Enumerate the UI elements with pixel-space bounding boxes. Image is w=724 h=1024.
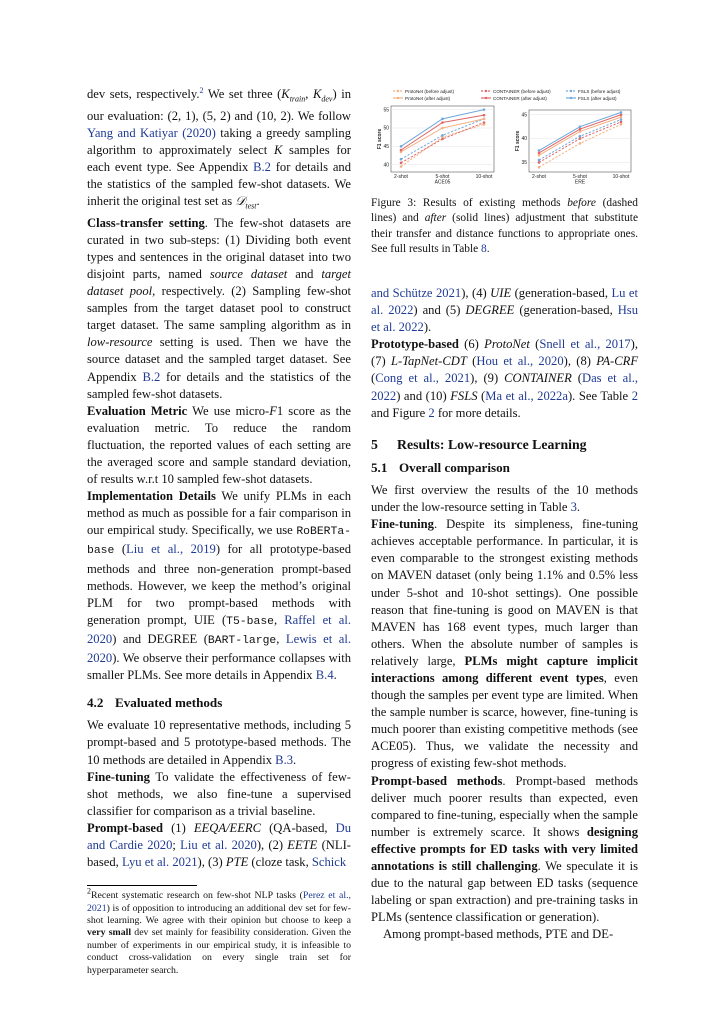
text: (generation-based, <box>511 286 612 300</box>
series-line <box>539 115 621 153</box>
x-tick-label: 5-shot <box>435 174 450 180</box>
text: before <box>567 197 596 209</box>
text: ) and (10) <box>396 388 451 403</box>
table-link[interactable]: 2 <box>631 388 638 403</box>
citation-link[interactable]: and Schütze 2021 <box>371 286 462 300</box>
math: K <box>273 142 283 157</box>
text: (6) <box>458 337 485 352</box>
text: setting is used. Then we have the source dataset and the sampled target dataset. See Appendix <box>87 335 351 384</box>
text: ), (3) <box>197 855 226 870</box>
text: ), (4) <box>461 286 491 300</box>
paragraph-heading: Implementation Details <box>87 489 216 504</box>
data-point <box>620 116 623 119</box>
paragraph-heading: Fine-tuning <box>371 517 434 532</box>
text: (cloze task, <box>248 855 312 870</box>
appendix-link[interactable]: B.2 <box>253 159 271 174</box>
code-text: BART-large <box>207 634 277 647</box>
data-point <box>579 137 582 140</box>
text: ), (8) <box>563 354 597 369</box>
citation-link[interactable]: Schick <box>311 855 347 870</box>
text: We unify PLMs in each method as much as possible for a fair comparison in our empirical study. Specifically, we use <box>87 489 351 538</box>
math: F <box>269 403 277 418</box>
data-point <box>579 130 582 133</box>
data-point <box>620 121 623 124</box>
x-tick-label: 5-shot <box>573 174 587 180</box>
text: for details and the statistics of the sampled few-shot datasets. <box>87 369 351 401</box>
footnote-rule <box>87 885 197 886</box>
text: . <box>333 668 337 683</box>
text: samples for each event type. See Appendix <box>87 142 352 174</box>
appendix-link[interactable]: B.4 <box>315 668 334 683</box>
paragraph-implementation <box>87 488 351 684</box>
data-point <box>400 149 403 152</box>
paragraph-prompt-continued <box>371 285 638 336</box>
text: ) and (5) <box>413 303 466 318</box>
text: for more details. <box>434 405 521 420</box>
text: dev sets, respectively. <box>87 87 200 101</box>
text: low-resource <box>87 335 153 350</box>
text: . We speculate it is due to the natural gap between ED tasks (sequence labeling or span extraction) and pre-training tasks in PLMs (sentence classification or generation). <box>371 859 638 925</box>
text: EEQA/EERC <box>193 820 262 835</box>
legend-label: FSLS (before adjust) <box>578 89 621 94</box>
text: (dashed lines) and <box>371 197 638 225</box>
data-point <box>441 127 444 130</box>
figure-3-chart <box>371 86 638 196</box>
section-title: Evaluated methods <box>115 695 223 711</box>
math: 𝒟 <box>235 194 246 209</box>
text: (1) <box>163 820 194 835</box>
citation-link[interactable]: Raffel et al. 2020 <box>87 612 352 646</box>
legend-marker <box>397 90 399 92</box>
text: ) is of opposition to introducing an additional dev set for few-shot learning. We agree with their opinion but choose to keep a <box>87 902 351 926</box>
legend-marker <box>570 90 572 92</box>
text: taking a greedy sampling algorithm to approximately select <box>87 125 352 157</box>
paragraph-heading: Prototype-based <box>371 337 459 352</box>
citation-link[interactable]: Cong et al., 2021 <box>375 371 471 386</box>
math-sub: dev <box>321 94 333 104</box>
text: . Despite its simpleness, fine-tuning achieves acceptable performance. In particular, it is even comparable to the strongest existing methods on MAVEN dataset (only being 1.1% and 0.5% less under 5-shot and 10-shot settings). One possible reason that fine-tuning is good on MAVEN is that MAVEN has 168 event types, much larger than others. When the absolute number of samples is relatively large, <box>371 517 638 668</box>
data-point <box>579 142 582 145</box>
data-point <box>400 162 403 165</box>
data-point <box>400 165 403 168</box>
paragraph-fine-tuning <box>87 769 351 820</box>
y-axis-label: F1 score <box>515 130 521 152</box>
text: (generation-based, <box>514 303 618 318</box>
text: designing effective prompts for ED tasks with very limited annotations is still challenging <box>371 824 638 873</box>
text: . <box>576 500 581 515</box>
paragraph-prototype-based <box>371 336 638 421</box>
x-axis-label: ERE <box>574 179 586 186</box>
x-axis-label: ACE05 <box>434 179 451 186</box>
text: ) and DEGREE ( <box>112 631 208 646</box>
text: L-TapNet-CDT <box>391 354 467 369</box>
paragraph-prompt-based <box>87 820 351 871</box>
text: ) in our evaluation: (2, 1), (5, 2) and (10, 2). We follow <box>87 87 352 123</box>
text: very small <box>87 927 132 939</box>
text: PTE <box>225 855 249 870</box>
text: ), (2) <box>256 837 288 852</box>
figure-link[interactable]: 2 <box>428 405 435 420</box>
text: Recent systematic research on few-shot NLP tasks ( <box>91 890 303 902</box>
text: ), (9) <box>470 371 505 386</box>
y-tick-label: 45 <box>383 143 389 150</box>
appendix-link[interactable]: B.3 <box>275 752 294 767</box>
section-title: Overall comparison <box>399 459 510 475</box>
data-point <box>441 121 444 124</box>
text: target dataset pool <box>87 266 351 299</box>
legend-label: ProtoNet (after adjust) <box>405 96 451 101</box>
paragraph-prompt-results <box>371 773 638 927</box>
legend-marker <box>397 97 399 99</box>
text: ) for all prototype-based methods and three non-generation prompt-based methods. However, we keep the method’s original PLM for two prompt-based methods with generation prompt, UIE ( <box>87 542 351 627</box>
paragraph-heading: Prompt-based methods <box>371 773 503 788</box>
section-heading-5-1 <box>371 459 638 476</box>
paragraph-class-transfer <box>87 215 351 403</box>
text: and Figure <box>371 405 429 420</box>
citation-link[interactable]: Ma et al., 2022a <box>485 388 568 403</box>
legend-label: FSLS (after adjust) <box>578 96 617 101</box>
data-point <box>538 154 541 157</box>
section-title: Results: Low-resource Learning <box>397 436 587 452</box>
data-point <box>579 125 582 128</box>
code-text: T5-base <box>226 615 274 628</box>
text: ). <box>423 320 432 335</box>
text: ( <box>571 371 582 386</box>
data-point <box>620 123 623 126</box>
text: ), (7) <box>371 337 639 369</box>
text: for details and the statistics of the sampled few-shot datasets. We inherit the original test set as <box>87 159 351 209</box>
text: , <box>274 612 285 627</box>
data-point <box>441 118 444 121</box>
legend-label: ProtoNet (before adjust) <box>405 89 455 94</box>
text: ; <box>172 837 181 852</box>
text: . <box>486 243 490 256</box>
citation-link[interactable]: Hsu et al. 2022 <box>371 303 638 335</box>
text: DEGREE <box>465 303 515 318</box>
text: , <box>276 631 286 646</box>
text: after <box>424 212 447 225</box>
text: ). We observe their performance collapses with smaller PLMs. See more details in Appendix <box>87 651 351 683</box>
text: . <box>256 194 260 209</box>
right-column <box>371 285 638 943</box>
series-line <box>401 124 484 166</box>
text: CONTAINER <box>504 371 572 386</box>
citation-link[interactable]: Snell et al., 2017 <box>539 337 631 352</box>
text: ProtoNet <box>484 337 530 352</box>
text: EETE <box>287 837 318 852</box>
section-heading-5 <box>371 436 638 453</box>
data-point <box>538 152 541 155</box>
text: UIE <box>490 286 512 300</box>
data-point <box>483 118 486 121</box>
math-sub: test <box>245 201 257 211</box>
data-point <box>620 118 623 121</box>
text: . The few-shot datasets are curated in two sub-steps: (1) Dividing both event types and sentences in the original dataset into two disjoint parts, named <box>87 215 351 281</box>
data-point <box>538 149 541 152</box>
paragraph-heading: Evaluation Metric <box>87 403 188 418</box>
citation-link[interactable]: Liu et al. 2020 <box>180 837 257 852</box>
text: ( <box>114 542 127 557</box>
text: (solid lines) adjustment that substitute their transfer and distance functions to appropriate ones. See full results in Table <box>371 212 638 256</box>
text: . <box>293 752 297 767</box>
y-tick-label: 35 <box>521 160 527 167</box>
text: PA-CRF <box>596 354 639 369</box>
text: We use micro- <box>187 403 270 418</box>
x-tick-label: 10-shot <box>612 174 630 180</box>
appendix-link[interactable]: B.2 <box>142 369 161 384</box>
paragraph-evaluate-methods <box>87 717 351 768</box>
paragraph-fine-tuning-results <box>371 516 638 772</box>
text: ). See Table <box>567 388 632 403</box>
left-column <box>87 86 351 977</box>
text: (QA-based, <box>261 820 336 835</box>
paragraph-evaluation-metric <box>87 403 351 488</box>
text: FSLS <box>450 388 478 403</box>
footnote-link[interactable]: 2 <box>199 85 204 95</box>
data-point <box>483 121 486 124</box>
legend-label: CONTAINER (before adjust) <box>493 89 551 94</box>
text: Among prompt-based methods, PTE and DE- <box>383 927 614 942</box>
text: (NLI-based, <box>87 837 351 870</box>
data-point <box>579 128 582 131</box>
text: To validate the effectiveness of few-shot methods, we also fine-tune a supervised classifier for comparison as a trivial baseline. <box>87 769 351 818</box>
section-heading-4-2 <box>87 694 351 711</box>
x-tick-label: 2-shot <box>394 174 408 180</box>
data-point <box>538 166 541 169</box>
paragraph-heading: Prompt-based <box>87 820 164 835</box>
text: 1 score as the evaluation metric. To reduce the random fluctuation, the reported values of each setting are the averaged score and sample standard deviation, of results w.r.t 10 sampled few-shot datasets. <box>87 403 351 487</box>
y-tick-label: 40 <box>383 162 389 169</box>
text: Figure 3: Results of existing methods <box>371 197 568 209</box>
legend-marker <box>570 97 572 99</box>
section-number: 5.1 <box>371 459 388 475</box>
y-tick-label: 55 <box>383 107 389 114</box>
table-link[interactable]: 8 <box>481 243 487 256</box>
paragraph-among-prompt <box>371 926 638 943</box>
text: ( <box>371 371 376 386</box>
text: , respectively. (2) Sampling few-shot samples from the target dataset pool to construct target dataset. The same sampling algorithm as in <box>87 284 351 333</box>
section-number: 4.2 <box>87 695 104 711</box>
text: PLMs might capture implicit interactions among different event types <box>371 653 638 685</box>
data-point <box>620 111 623 114</box>
citation-link[interactable]: Yang and Katiyar (2020) <box>87 125 216 140</box>
math: K <box>281 87 290 101</box>
paragraph-heading: Fine-tuning <box>87 769 150 784</box>
data-point <box>620 113 623 116</box>
text: ( <box>529 337 540 352</box>
paragraph-overview <box>371 482 638 516</box>
legend-marker <box>485 97 487 99</box>
text: and <box>287 266 322 281</box>
table-link[interactable]: 3 <box>570 500 577 515</box>
paragraph-heading: Class-transfer setting <box>87 215 205 230</box>
y-axis-label: F1 score <box>377 128 383 150</box>
data-point <box>579 135 582 138</box>
data-point <box>483 108 486 111</box>
figure-caption <box>371 196 638 258</box>
citation-link[interactable]: Liu et al., 2019 <box>126 542 216 557</box>
legend-marker <box>485 90 487 92</box>
text: source dataset <box>209 266 288 281</box>
citation-link[interactable]: Du and Cardie 2020 <box>87 820 351 852</box>
data-point <box>538 159 541 162</box>
data-point <box>538 161 541 164</box>
citation-link[interactable]: Perez et al., 2021 <box>87 890 352 914</box>
text: ( <box>477 388 486 403</box>
citation-link[interactable]: Lewis et al. 2020 <box>87 631 351 666</box>
data-point <box>441 138 444 141</box>
text: We set three ( <box>203 87 282 101</box>
math: , K <box>305 87 322 101</box>
y-tick-label: 50 <box>383 125 389 132</box>
x-tick-label: 2-shot <box>532 174 546 180</box>
code-text: RoBERTa-base <box>87 526 351 558</box>
legend-label: CONTAINER (after adjust) <box>493 96 547 101</box>
math-sub: train <box>289 94 306 104</box>
citation-link[interactable]: Lyu et al. 2021 <box>121 855 198 870</box>
citation-link[interactable]: Hou et al., 2020 <box>476 354 564 369</box>
paragraph-sampling <box>87 86 351 215</box>
citation-link[interactable]: Lu et al. 2022 <box>371 286 639 318</box>
text: dev set mainly for feasibility consideration. Given the number of experiments in our empirical study, it is infeasible to conduct cross-validation on every single train set for hyperparameter search. <box>87 927 351 976</box>
text: ( <box>466 354 477 369</box>
text: We first overview the results of the 10 methods under the low-resource setting in Table <box>371 482 638 515</box>
citation-link[interactable]: Das et al., 2022 <box>371 371 639 403</box>
data-point <box>400 158 403 161</box>
section-number: 5 <box>371 436 378 452</box>
y-tick-label: 45 <box>521 112 527 119</box>
footnote-mark: 2 <box>87 886 91 896</box>
x-tick-label: 10-shot <box>475 174 493 180</box>
data-point <box>400 145 403 148</box>
text: We evaluate 10 representative methods, including 5 prompt-based and 5 prototype-based methods. The 10 methods are detailed in Appendix <box>87 718 351 767</box>
y-tick-label: 40 <box>521 136 527 143</box>
text: , even though the samples per event type are limited. When the sample number is scarce, however, fine-tuning is much poorer than existing competitive methods (see ACE05). Thus, we validate the necessity and progress of existing few-shot methods. <box>371 670 638 771</box>
data-point <box>483 114 486 117</box>
data-point <box>441 134 444 137</box>
text: . Prompt-based methods deliver much poorer results than expected, even compared to fine-tuning, especially when the sample number is extremely scarce. It shows <box>371 773 638 839</box>
footnote <box>87 886 352 977</box>
